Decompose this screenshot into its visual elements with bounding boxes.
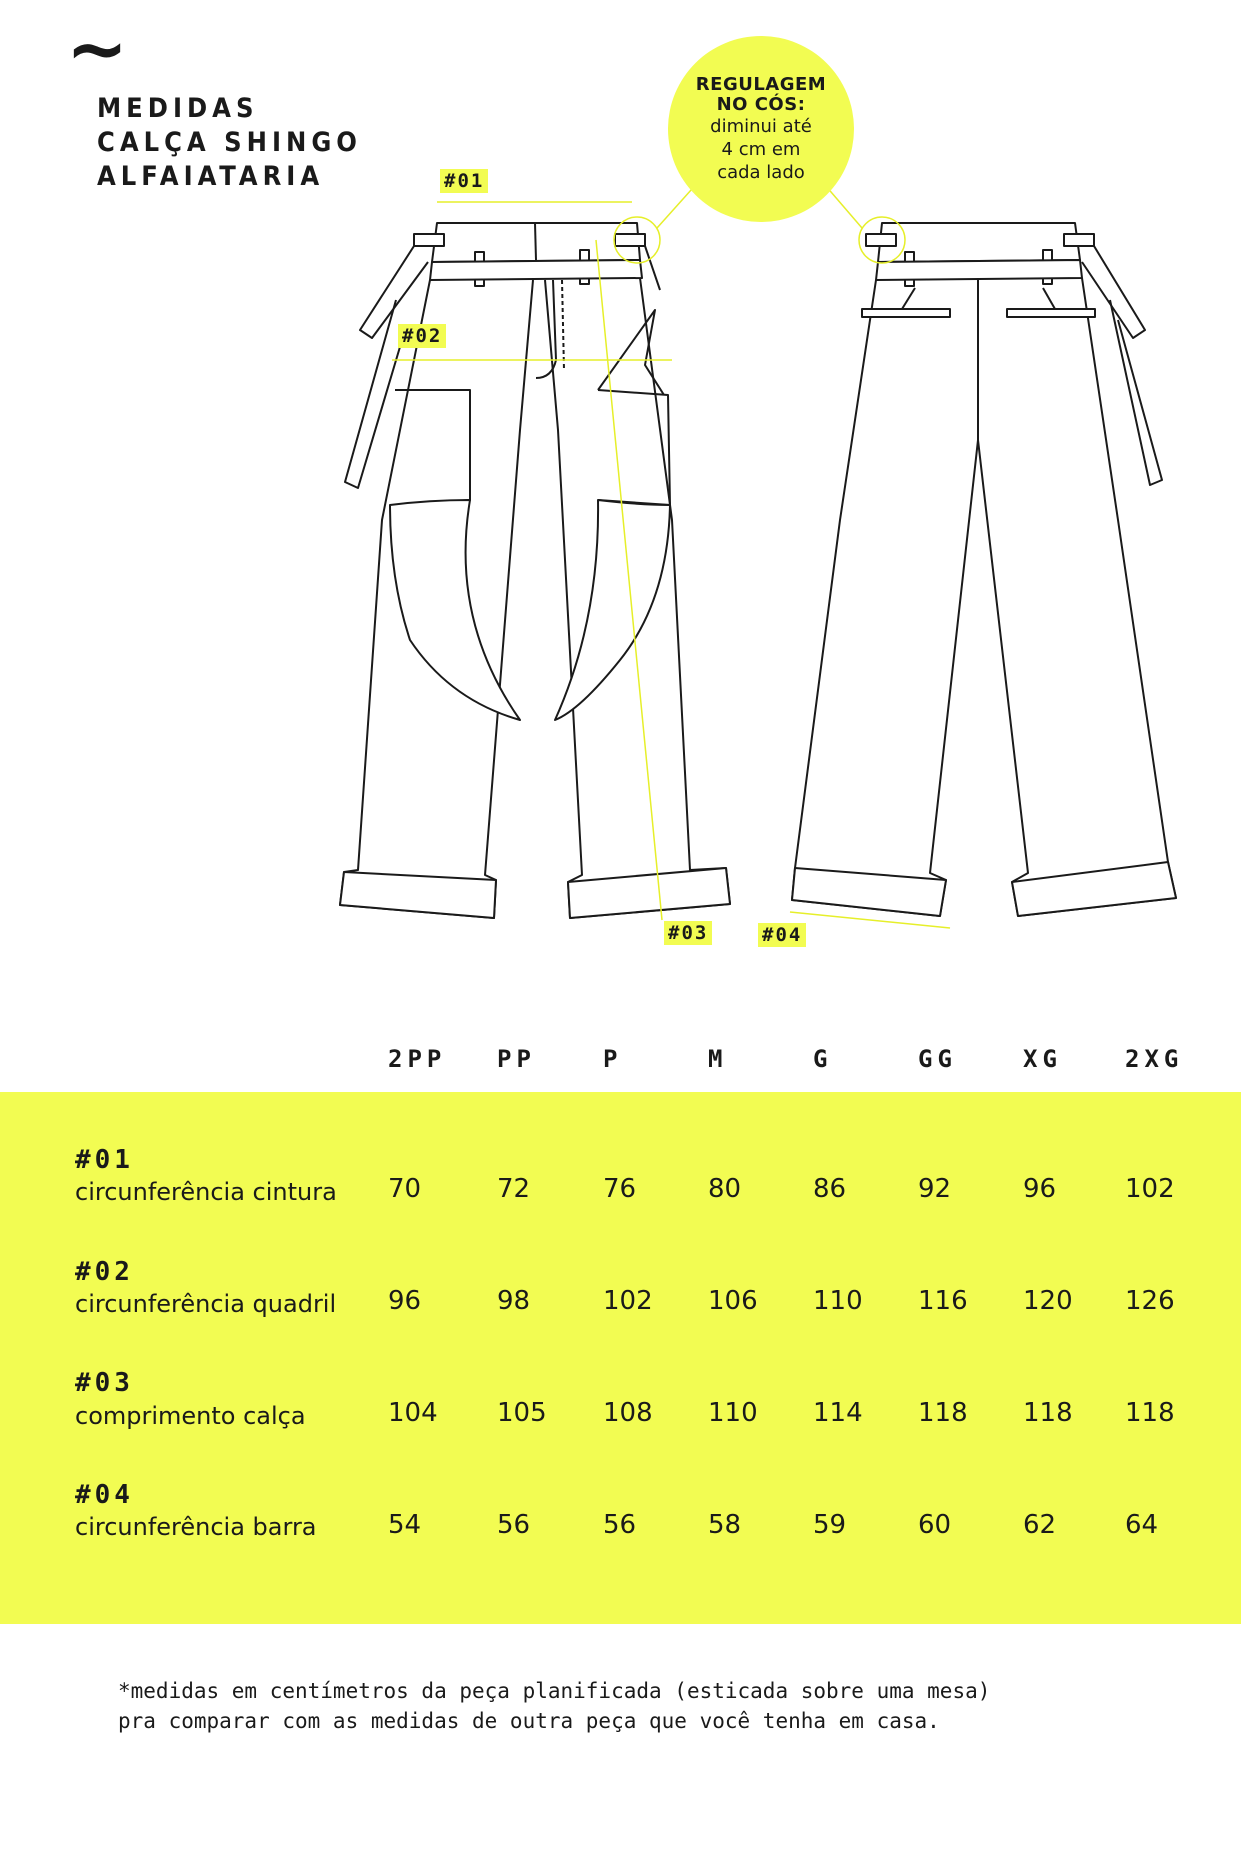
table-cell: 76 bbox=[603, 1174, 637, 1204]
title-line-3: ALFAIATARIA bbox=[97, 161, 325, 192]
measure-tag-04: #04 bbox=[758, 923, 806, 947]
size-header: G bbox=[813, 1045, 833, 1073]
table-cell: 56 bbox=[497, 1510, 531, 1540]
table-cell: 120 bbox=[1023, 1286, 1073, 1316]
callout-body-line-2: 4 cm em bbox=[721, 138, 801, 160]
table-cell: 118 bbox=[918, 1398, 968, 1428]
row-label: circunferência barra bbox=[75, 1513, 317, 1541]
callout-heading-line-1: REGULAGEM bbox=[695, 73, 827, 95]
table-cell: 62 bbox=[1023, 1510, 1057, 1540]
measure-tag-01: #01 bbox=[440, 169, 488, 193]
size-header: XG bbox=[1023, 1045, 1062, 1073]
title-line-2: CALÇA SHINGO bbox=[97, 127, 362, 158]
table-cell: 102 bbox=[603, 1286, 653, 1316]
footnote-line-1: *medidas em centímetros da peça planificada (esticada sobre uma mesa) bbox=[118, 1679, 991, 1703]
table-cell: 58 bbox=[708, 1510, 742, 1540]
table-cell: 59 bbox=[813, 1510, 847, 1540]
measure-tag-03: #03 bbox=[664, 921, 712, 945]
footnote bbox=[118, 1676, 990, 1736]
callout-heading-line-2: NO CÓS: bbox=[716, 93, 806, 115]
size-header: M bbox=[708, 1045, 728, 1073]
size-header: P bbox=[603, 1045, 623, 1073]
table-cell: 105 bbox=[497, 1398, 547, 1428]
table-cell: 64 bbox=[1125, 1510, 1159, 1540]
table-cell: 110 bbox=[813, 1286, 863, 1316]
waist-adjustment-callout bbox=[668, 36, 854, 222]
table-cell: 72 bbox=[497, 1174, 531, 1204]
table-cell: 54 bbox=[388, 1510, 422, 1540]
brand-tilde-logo: ~ bbox=[66, 6, 129, 92]
table-cell: 116 bbox=[918, 1286, 968, 1316]
footnote-line-2: pra comparar com as medidas de outra peça que você tenha em casa. bbox=[118, 1709, 940, 1733]
table-cell: 118 bbox=[1125, 1398, 1175, 1428]
row-code: #03 bbox=[75, 1368, 134, 1398]
table-cell: 70 bbox=[388, 1174, 422, 1204]
row-label: circunferência cintura bbox=[75, 1178, 337, 1206]
row-code: #04 bbox=[75, 1480, 134, 1510]
table-cell: 104 bbox=[388, 1398, 438, 1428]
size-header: GG bbox=[918, 1045, 957, 1073]
table-cell: 96 bbox=[1023, 1174, 1057, 1204]
callout-body-line-3: cada lado bbox=[717, 161, 805, 183]
table-cell: 98 bbox=[497, 1286, 531, 1316]
measure-tag-02: #02 bbox=[398, 324, 446, 348]
table-cell: 86 bbox=[813, 1174, 847, 1204]
table-cell: 110 bbox=[708, 1398, 758, 1428]
callout-body-line-1: diminui até bbox=[710, 115, 812, 137]
table-cell: 102 bbox=[1125, 1174, 1175, 1204]
table-cell: 108 bbox=[603, 1398, 653, 1428]
size-header: 2XG bbox=[1125, 1045, 1184, 1073]
table-cell: 114 bbox=[813, 1398, 863, 1428]
size-header: 2PP bbox=[388, 1045, 447, 1073]
size-header: PP bbox=[497, 1045, 536, 1073]
title-line-1: MEDIDAS bbox=[97, 93, 259, 124]
table-cell: 60 bbox=[918, 1510, 952, 1540]
row-label: circunferência quadril bbox=[75, 1290, 337, 1318]
table-cell: 96 bbox=[388, 1286, 422, 1316]
table-cell: 126 bbox=[1125, 1286, 1175, 1316]
table-cell: 118 bbox=[1023, 1398, 1073, 1428]
row-label: comprimento calça bbox=[75, 1402, 306, 1430]
row-code: #02 bbox=[75, 1257, 134, 1287]
table-cell: 106 bbox=[708, 1286, 758, 1316]
measurements-band bbox=[0, 1092, 1241, 1624]
table-cell: 80 bbox=[708, 1174, 742, 1204]
table-cell: 92 bbox=[918, 1174, 952, 1204]
row-code: #01 bbox=[75, 1145, 134, 1175]
table-cell: 56 bbox=[603, 1510, 637, 1540]
